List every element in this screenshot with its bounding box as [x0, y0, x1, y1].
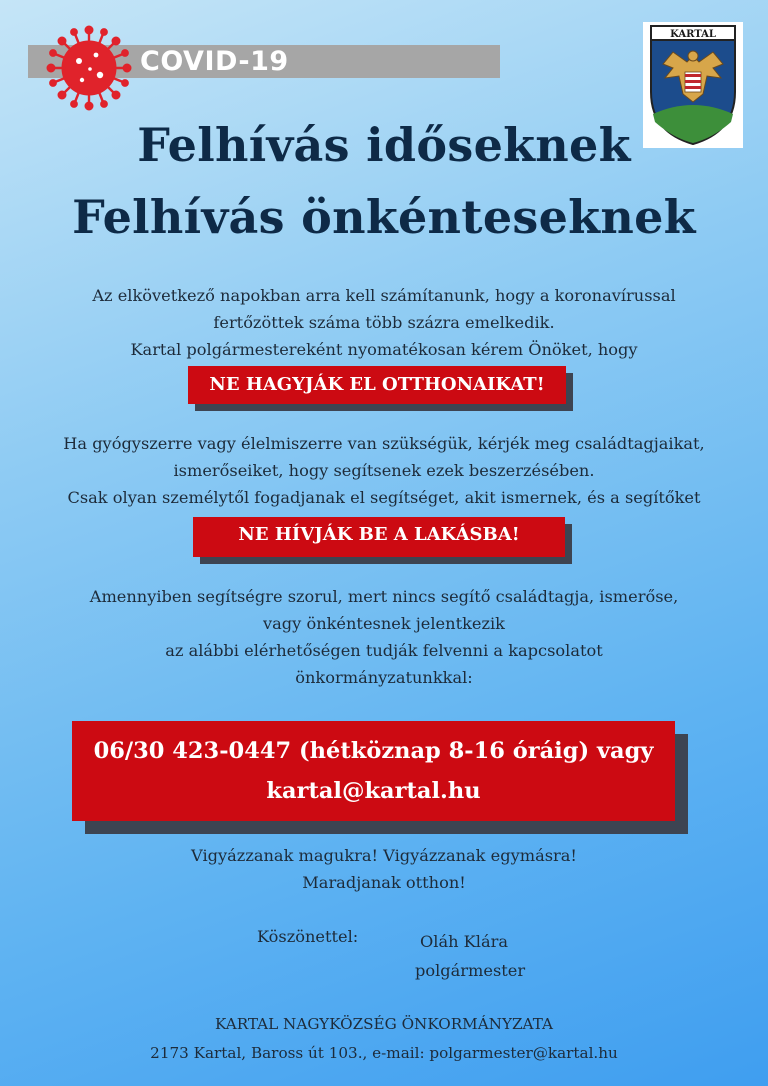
highlight-no-entry: NE HÍVJÁK BE A LAKÁSBA! [193, 517, 565, 557]
footer [0, 1010, 768, 1068]
text-line: önkormányzatunkkal: [295, 668, 473, 687]
text-line: Amennyiben segítségre szorul, mert nincs segítő családtagja, ismerőse, [89, 587, 679, 606]
title-elderly: Felhívás időseknek [137, 118, 631, 172]
covid-label: COVID-19 [140, 46, 289, 77]
contact-phone[interactable]: 06/30 423-0447 (hétköznap 8-16 óráig) vagy [93, 738, 654, 764]
text-line: Ha gyógyszerre vagy élelmiszerre van szükségük, kérjék meg családtagjaikat, [63, 434, 705, 453]
text-line: Maradjanak otthon! [302, 873, 466, 892]
text-line: Az elkövetkező napokban arra kell számítanunk, hogy a koronavírussal [92, 286, 676, 305]
text-line: ismerőseiket, hogy segítsenek ezek beszerzésében. [173, 461, 595, 480]
text-line: az alábbi elérhetőségen tudják felvenni a kapcsolatot [165, 641, 603, 660]
crest-label: KARTAL [670, 29, 716, 40]
text-line: fertőzöttek száma több százra emelkedik. [213, 313, 555, 332]
signer-name: Oláh Klára [420, 932, 508, 951]
footer-address: 2173 Kartal, Baross út 103., e-mail: polgarmester@kartal.hu [150, 1044, 618, 1062]
thanks-label: Köszönettel: [257, 927, 359, 946]
help-paragraph [0, 430, 768, 511]
closing-paragraph [0, 842, 768, 896]
text-line: Kartal polgármestereként nyomatékosan kérem Önöket, hogy [130, 340, 638, 359]
virus-icon [46, 25, 132, 111]
footer-org: KARTAL NAGYKÖZSÉG ÖNKORMÁNYZATA [215, 1015, 553, 1033]
contact-email[interactable]: kartal@kartal.hu [266, 778, 481, 804]
text-line: Vigyázzanak magukra! Vigyázzanak egymásra! [191, 846, 577, 865]
title-volunteers: Felhívás önkénteseknek [72, 190, 696, 244]
text-line: Csak olyan személytől fogadjanak el segítséget, akit ismernek, és a segítőket [67, 488, 701, 507]
signer-role: polgármester [415, 961, 526, 980]
contact-box [72, 721, 675, 821]
text-line: vagy önkéntesnek jelentkezik [263, 614, 505, 633]
contact-paragraph [0, 583, 768, 691]
signature-block [415, 927, 525, 985]
intro-paragraph [0, 282, 768, 363]
highlight-stay-home: NE HAGYJÁK EL OTTHONAIKAT! [188, 366, 566, 404]
